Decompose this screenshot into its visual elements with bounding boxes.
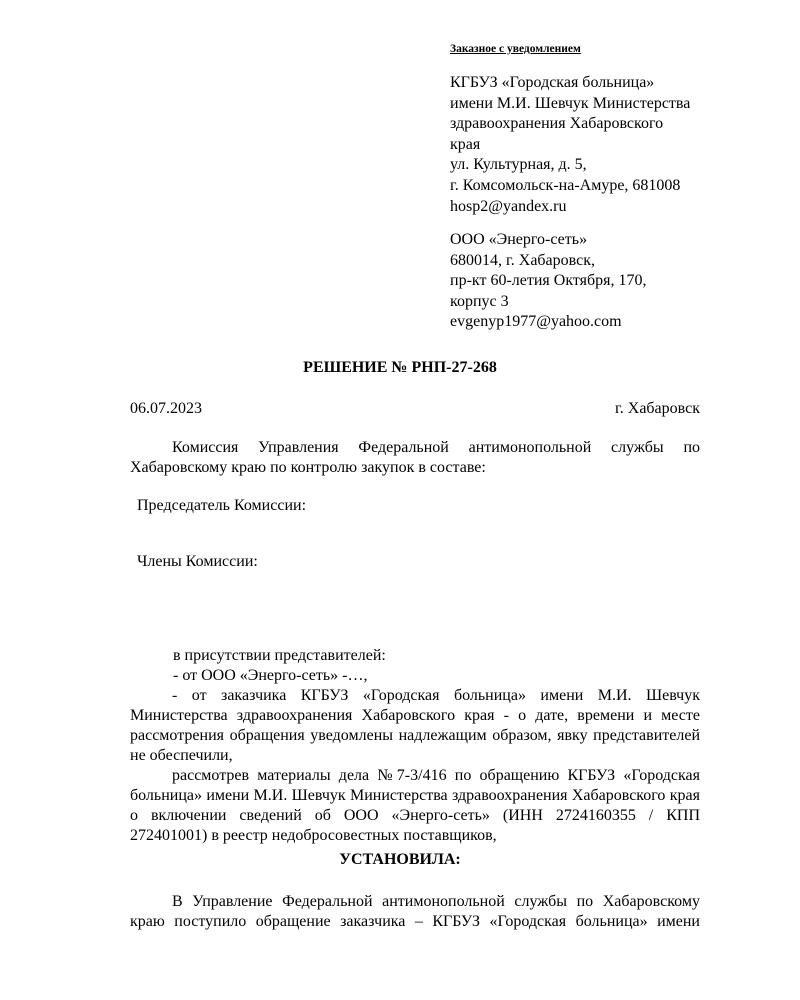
address-line: пр-кт 60-летия Октября, 170,: [450, 272, 647, 290]
address-line: 680014, г. Хабаровск,: [450, 251, 595, 269]
commission-intro-block: [130, 438, 700, 478]
address-line: КГБУЗ «Городская больница»: [450, 74, 655, 91]
presence-block: [130, 646, 700, 846]
address-line: имени М.И. Шевчук Министерства: [450, 94, 691, 112]
established-paragraph: В Управление Федеральной антимонопольной службы по Хабаровскому краю поступило обращение заказчика – КГБУЗ «Городская больница» имени: [130, 893, 700, 930]
customer-representative-paragraph: - от заказчика КГБУЗ «Городская больница» имени М.И. Шевчук Министерства здравоохранения Хабаровского края - о дате, времени и месте рассмотрения обращения уведомлены надлежащим образом, явку представителей не обеспечили,: [130, 687, 700, 764]
supplier-representative-line: - от ООО «Энерго-сеть» -…,: [173, 667, 368, 684]
members-block: [137, 552, 707, 572]
email-line: evgenyp1977@yahoo.com: [450, 313, 622, 331]
email-line: hosp2@yandex.ru: [450, 197, 567, 215]
address-line: ул. Культурная, д. 5,: [450, 156, 587, 174]
members-label: Члены Комиссии:: [137, 553, 258, 570]
date-city-line: [130, 400, 700, 418]
chairman-block: [137, 496, 707, 516]
decision-date: 06.07.2023: [130, 400, 202, 417]
address-line: ООО «Энерго-сеть»: [450, 231, 588, 248]
registered-mail-mark: Заказное с уведомлением: [450, 43, 581, 55]
decision-city: г. Хабаровск: [615, 400, 700, 417]
address-line: края: [450, 135, 481, 153]
address-line: корпус 3: [450, 292, 509, 310]
recipient-address-company: [450, 230, 647, 333]
commission-intro-paragraph: Комиссия Управления Федеральной антимонопольной службы по Хабаровскому краю по контролю закупок в составе:: [130, 439, 700, 476]
established-block: [130, 892, 700, 932]
presence-intro: в присутствии представителей:: [173, 647, 386, 664]
address-line: г. Комсомольск-на-Амуре, 681008: [450, 176, 681, 194]
considered-materials-paragraph: рассмотрев материалы дела №7-3/416 по обращению КГБУЗ «Городская больница» имени М.И. Шевчук Министерства здравоохранения Хабаровского края о включении сведений об ООО «Энерго-сеть» (ИНН 2724160355 / КПП 272401001) в реестр недобросовестных поставщиков,: [130, 767, 700, 844]
established-heading: УСТАНОВИЛА:: [339, 851, 461, 868]
decision-title: РЕШЕНИЕ № РНП-27-268: [303, 359, 497, 376]
recipient-address-hospital: [450, 73, 690, 217]
address-line: здравоохранения Хабаровского: [450, 115, 664, 133]
chairman-label: Председатель Комиссии:: [137, 497, 307, 514]
